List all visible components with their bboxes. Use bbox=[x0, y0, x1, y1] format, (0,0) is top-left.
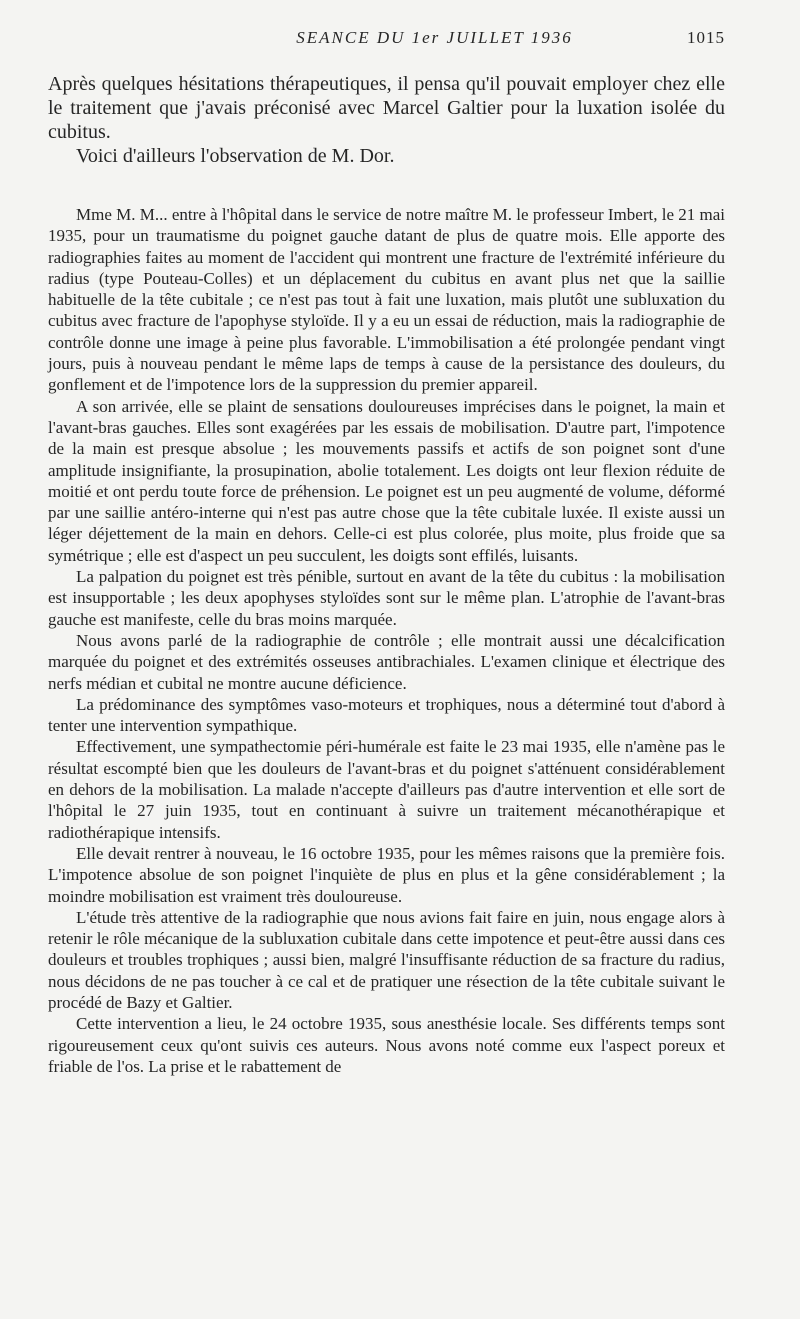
observation-paragraph: Elle devait rentrer à nouveau, le 16 octobre 1935, pour les mêmes raisons que la première fois. L'impotence absolue de son poignet l'inquiète de plus en plus et la gêne considérablement ; la moindre mobilisation est vraiment très douloureuse. bbox=[48, 843, 725, 906]
intro-text bbox=[48, 72, 725, 168]
observation-paragraph: A son arrivée, elle se plaint de sensations douloureuses imprécises dans le poignet, la main et l'avant-bras gauches. Elles sont exagérées par les essais de mobilisation. D'autre part, l'impotence de la main est presque absolue ; les mouvements passifs et actifs de son poignet sont d'une amplitude insignifiante, la prosupination, abolie totalement. Les doigts ont leur flexion réduite de moitié et ont perdu toute force de préhension. Le poignet est un peu augmenté de volume, déformé par une saillie antéro-interne qui n'est pas autre chose que la tête cubitale luxée. Il existe aussi un léger déjettement de la main en dehors. Celle-ci est plus colorée, plus moite, plus froide que sa symétrique ; elle est d'aspect un peu succulent, les doigts sont effilés, luisants. bbox=[48, 396, 725, 565]
observation-text bbox=[48, 204, 725, 1077]
page-number: 1015 bbox=[687, 28, 725, 47]
observation-paragraph: L'étude très attentive de la radiographie que nous avions fait faire en juin, nous engage alors à retenir le rôle mécanique de la subluxation cubitale dans cette impotence et peut-être aussi dans ces douleurs et troubles trophiques ; aussi bien, malgré l'insuffisante réduction de sa fracture du radius, nous décidons de ne pas toucher à ce cal et de pratiquer une résection de la tête cubitale suivant le procédé de Bazy et Galtier. bbox=[48, 907, 725, 1012]
running-head: SEANCE DU 1er JUILLET 1936 bbox=[296, 28, 573, 47]
observation-paragraph: La prédominance des symptômes vaso-moteurs et trophiques, nous a déterminé tout d'abord à tenter une intervention sympathique. bbox=[48, 694, 725, 736]
page-header bbox=[48, 28, 725, 52]
intro-paragraph: Après quelques hésitations thérapeutiques, il pensa qu'il pouvait employer chez elle le traitement que j'avais préconisé avec Marcel Galtier pour la luxation isolée du cubitus. bbox=[48, 73, 725, 143]
observation-paragraph: Nous avons parlé de la radiographie de contrôle ; elle montrait aussi une décalcification marquée du poignet et des extrémités osseuses antibrachiales. L'examen clinique et électrique des nerfs médian et cubital ne montre aucune déficience. bbox=[48, 630, 725, 693]
intro-paragraph: Voici d'ailleurs l'observation de M. Dor. bbox=[76, 145, 395, 167]
observation-paragraph: Effectivement, une sympathectomie péri-humérale est faite le 23 mai 1935, elle n'amène pas le résultat escompté bien que les douleurs de l'avant-bras et du poignet s'atténuent considérablement en dehors de la mobilisation. La malade n'accepte d'ailleurs pas d'autre intervention et elle sort de l'hôpital le 27 juin 1935, tout en continuant à suivre un traitement mécanothérapique et radiothérapique intensifs. bbox=[48, 737, 725, 842]
observation-paragraph: Cette intervention a lieu, le 24 octobre 1935, sous anesthésie locale. Ses différents temps sont rigoureusement ceux qu'ont suivis ces auteurs. Nous avons noté comme eux l'aspect poreux et friable de l'os. La prise et le rabattement de bbox=[48, 1014, 725, 1076]
observation-paragraph: Mme M. M... entre à l'hôpital dans le service de notre maître M. le professeur Imbert, le 21 mai 1935, pour un traumatisme du poignet gauche datant de plus de quatre mois. Elle apporte des radiographies faites au moment de l'accident qui montrent une fracture de l'extrémité inférieure du radius (type Pouteau-Colles) et un déplacement du cubitus en avant plus net que la saillie habituelle de la tête cubitale ; ce n'est pas tout à fait une luxation, mais plutôt une subluxation du cubitus avec fracture de l'apophyse styloïde. Il y a eu un essai de réduction, mais la radiographie de contrôle donne une image à peine plus favorable. L'immobilisation a été prolongée pendant vingt jours, puis à nouveau pendant le même laps de temps à cause de la persistance des douleurs, du gonflement et de l'impotence lors de la suppression du premier appareil. bbox=[48, 205, 725, 395]
observation-paragraph: La palpation du poignet est très pénible, surtout en avant de la tête du cubitus : la mobilisation est insupportable ; les deux apophyses styloïdes sont sur le même plan. L'atrophie de l'avant-bras gauche est manifeste, celle du bras moins marquée. bbox=[48, 567, 725, 629]
